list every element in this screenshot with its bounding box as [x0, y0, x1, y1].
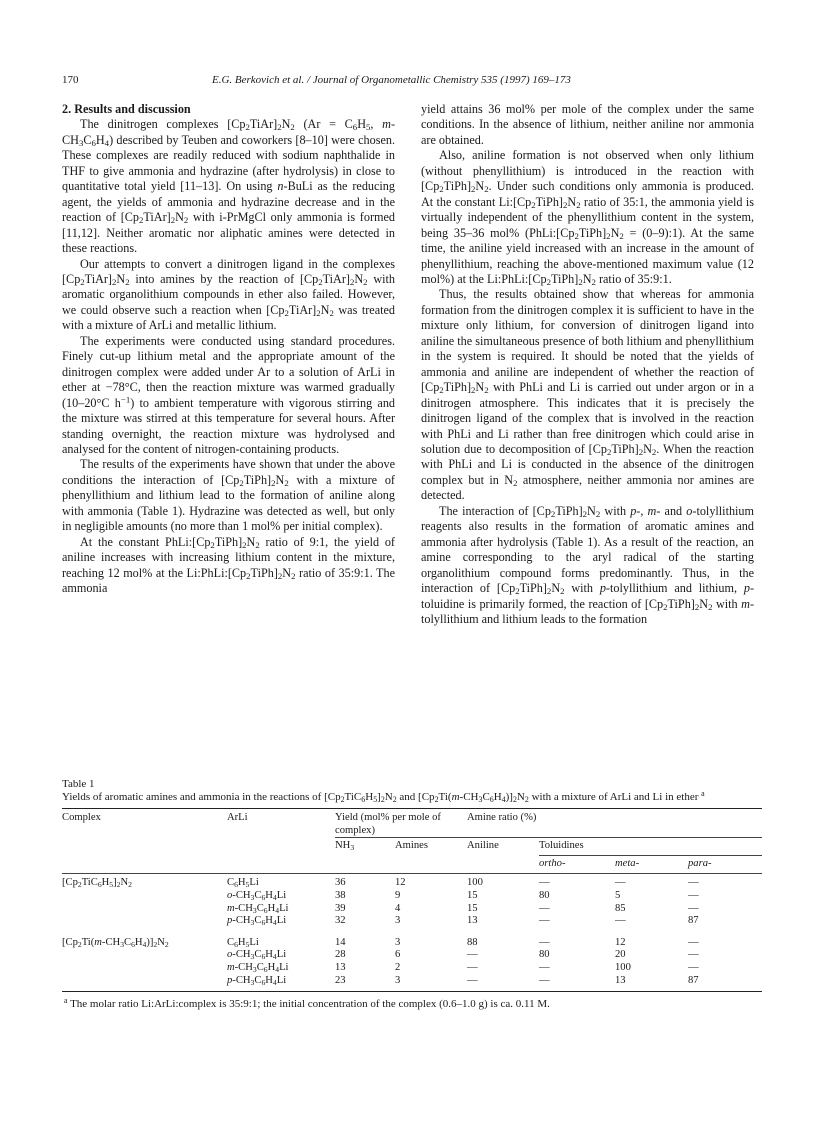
ortho-cell: — — [539, 961, 550, 973]
paragraph: Also, aniline formation is not observed when only lithium (without phenyllithium) is introduced in the reaction with $[Cp_2TiPh]_2N_2$. Under such conditions only ammonia is produced. At the constant $Li:[Cp_2TiPh]_2N_2$ ratio of 35:1, the ammonia yield is virtually independent of the phenyllithium content in the system, being 35–36 mol% ($PhLi:[Cp_2TiPh]_2N_2$ = (0–9):1). At the same time, the aniline yield increased with an increase in the amount of phenyllithium, reaching the above-mentioned maximum value (12 mol%) at the $Li:PhLi:[Cp_2TiPh]_2N_2$ ratio of 35:9:1. — [421, 148, 754, 288]
meta-cell: 12 — [615, 936, 626, 948]
meta-cell: 5 — [615, 889, 621, 901]
ortho-cell: 80 — [539, 949, 550, 961]
complex-cell: $[Cp_2Ti(m-CH_3C_6H_4)]_2N_2$ — [62, 936, 169, 949]
table-label: Table 1 — [62, 778, 95, 790]
paragraph: Thus, the results obtained show that whereas for ammonia formation from the dinitrogen complex it is sufficient to have in the mixture only lithium, for conversion of dinitrogen ligand into aniline the simultaneous presence of both lithium and phenyllithium in the system is required. It should be noted that the yields of ammonia and aniline are independent of whether the reaction of $[Cp_2TiPh]_2N_2$ with PhLi and Li is carried out under argon or in a dinitrogen atmosphere. This indicates that it is precisely the dinitrogen ligand of the complex that is involved in the reaction with PhLi and Li rather than free dinitrogen which could arise in solution due to decomposition of $[Cp_2TiPh]_2N_2$. When the reaction with PhLi and Li is conducted in the absence of the dinitrogen complex but in $N_2$ atmosphere, neither ammonia nor amines are detected. — [421, 287, 754, 503]
nh3-cell: 14 — [335, 936, 346, 948]
amines-cell: 12 — [395, 874, 467, 890]
table-header-row — [62, 809, 762, 838]
paragraph: The experiments were conducted using standard procedures. Finely cut-up lithium metal and the appropriate amount of the dinitrogen complex were added under Ar to a solution of ArLi in ether at −78°C, then the reaction mixture was warmed gradually (10–20°C $h^{-1}$) to ambient temperature with vigorous stirring and the mixture was stirred at this temperature for several hours. After standing overnight, the reaction mixture was hydrolysed and analysed for the content of nitrogen-containing products. — [62, 333, 396, 456]
nh3-cell: 13 — [335, 961, 346, 973]
para-cell: — — [688, 961, 699, 973]
table-row — [62, 949, 762, 962]
header-para: para- — [688, 855, 762, 874]
table-row — [62, 928, 762, 950]
aniline-cell: 13 — [467, 915, 478, 927]
aniline-cell: 100 — [467, 874, 539, 890]
arli-cell: $o-CH_3C_6H_4Li$ — [227, 889, 287, 902]
nh3-cell: 39 — [335, 902, 346, 914]
header-ortho: ortho- — [539, 855, 615, 874]
complex-cell: $[Cp_2TiC_6H_5]_2N_2$ — [62, 874, 227, 890]
table-header-row — [62, 855, 762, 874]
right-column — [421, 102, 754, 627]
meta-cell: 13 — [615, 975, 688, 992]
yields-table — [62, 808, 762, 992]
meta-cell: 85 — [615, 902, 626, 914]
para-cell: — — [688, 949, 699, 961]
arli-cell: $p-CH_3C_6H_4Li$ — [227, 975, 335, 992]
meta-cell: 100 — [615, 961, 631, 973]
meta-cell: 20 — [615, 949, 626, 961]
paragraph: yield attains 36 mol% per mole of the complex under the same conditions. In the absence of lithium, neither aniline nor ammonia are obtained. — [421, 102, 754, 147]
header-aniline: Aniline — [467, 838, 539, 856]
arli-cell: $m-CH_3C_6H_4Li$ — [227, 902, 289, 915]
para-cell: 87 — [688, 975, 762, 992]
table-row — [62, 903, 762, 916]
amines-cell: 4 — [395, 902, 401, 914]
header-meta: meta- — [615, 855, 688, 874]
paragraph: The results of the experiments have shown that under the above conditions the interaction of $[Cp_2TiPh]_2N_2$ with a mixture of phenyllithium and lithium lead to the formation of aniline along with ammonia (Table 1). Hydrazine was detected as well, but only in negligible amounts (no more than 1 mol% per initial complex). — [62, 457, 395, 534]
amines-cell: 3 — [395, 936, 401, 948]
table-row — [62, 890, 762, 903]
left-column — [62, 102, 395, 597]
aniline-cell: — — [467, 949, 478, 961]
header-toluidines: Toluidines — [539, 838, 762, 856]
aniline-cell: 15 — [467, 902, 478, 914]
paragraph: At the constant $PhLi:[Cp_2TiPh]_2N_2$ ratio of 9:1, the yield of aniline increases with increasing lithium content in the mixture, reaching 12 mol% at the $Li:PhLi:[Cp_2TiPh]_2N_2$ ratio of 35:9:1. The ammonia — [62, 534, 395, 596]
paragraph: The dinitrogen complexes $[Cp_2TiAr]_2N_2$ ($Ar = C_6H_5$, $m-CH_3C_6H_4$) described by Teuben and coworkers [8–10] were chosen. These complexes are readily reduced with sodium naphthalide in THF to give ammonia and hydrazine (after hydrolysis) in close to quantitative total yield [11–13]. On using n-BuLi as the reducing agent, the yields of ammonia and hydrazine decrease and in the reaction of $[Cp_2TiAr]_2N_2$ with i-PrMgCl only ammonia is formed [11,12]. Neither aromatic nor aliphatic amines were detected in these reactions. — [62, 117, 395, 256]
table-1 — [62, 778, 762, 1011]
arli-cell: $C_6H_5Li$ — [227, 874, 335, 890]
ortho-cell: — — [539, 975, 615, 992]
para-cell: — — [688, 936, 699, 948]
amines-cell: 9 — [395, 889, 401, 901]
amines-cell: 2 — [395, 961, 401, 973]
ortho-cell: — — [539, 874, 615, 890]
amines-cell: 6 — [395, 949, 401, 961]
nh3-cell: 28 — [335, 949, 346, 961]
para-cell: — — [688, 874, 762, 890]
amines-cell: 3 — [395, 915, 401, 927]
ortho-cell: 80 — [539, 889, 550, 901]
nh3-cell: 32 — [335, 915, 346, 927]
meta-cell: — — [615, 874, 688, 890]
table-footnote: $^a$ The molar ratio Li:ArLi:complex is 35:9:1; the initial concentration of the complex (0.6–1.0 g) is ca. 0.11 M. — [64, 996, 550, 1011]
nh3-cell: 36 — [335, 874, 395, 890]
table-caption: Yields of aromatic amines and ammonia in the reactions of $[Cp_2TiC_6H_5]_2N_2$ and $[Cp_2Ti(m-CH_3C_6H_4)]_2N_2$ with a mixture of ArLi and Li in ether $^a$ — [62, 789, 705, 804]
header-amines: Amines — [395, 838, 467, 856]
aniline-cell: — — [467, 961, 478, 973]
meta-cell: — — [615, 915, 626, 927]
aniline-cell: 15 — [467, 889, 478, 901]
header-yield: Yield (mol% per mole of complex) — [335, 809, 467, 838]
header-amine-ratio: Amine ratio (%) — [467, 809, 762, 838]
running-header — [62, 74, 762, 90]
arli-cell: $o-CH_3C_6H_4Li$ — [227, 949, 287, 962]
header-arli: ArLi — [227, 809, 335, 838]
arli-cell: $m-CH_3C_6H_4Li$ — [227, 961, 289, 974]
table-row — [62, 915, 762, 928]
page-number: 170 — [62, 74, 79, 86]
header-complex: Complex — [62, 809, 227, 838]
table-header-row — [62, 838, 762, 856]
ortho-cell: — — [539, 902, 550, 914]
header-nh3: $NH_3$ — [335, 838, 395, 856]
nh3-cell: 23 — [335, 975, 395, 992]
arli-cell: $p-CH_3C_6H_4Li$ — [227, 915, 287, 928]
paragraph: Our attempts to convert a dinitrogen ligand in the complexes $[Cp_2TiAr]_2N_2$ into amines by the reaction of $[Cp_2TiAr]_2N_2$ with aromatic organolithium compounds in ether also failed. However, we could observe such a reaction when $[Cp_2TiAr]_2N_2$ was treated with a mixture of ArLi and metallic lithium. — [62, 256, 395, 333]
para-cell: — — [688, 902, 699, 914]
nh3-cell: 38 — [335, 889, 346, 901]
aniline-cell: 88 — [467, 936, 478, 948]
table-row — [62, 962, 762, 975]
para-cell: — — [688, 889, 699, 901]
arli-cell: $C_6H_5Li$ — [227, 936, 259, 949]
section-heading: 2. Results and discussion — [62, 102, 191, 116]
table-row — [62, 975, 762, 992]
aniline-cell: — — [467, 975, 539, 992]
running-title: E.G. Berkovich et al. / Journal of Organometallic Chemistry 535 (1997) 169–173 — [212, 74, 571, 86]
ortho-cell: — — [539, 915, 550, 927]
table-row — [62, 874, 762, 890]
paragraph: The interaction of $[Cp_2TiPh]_2N_2$ with p-, m- and o-tolyllithium reagents also results in the formation of aromatic amines and ammonia after hydrolysis (Table 1). As a result of the reaction, an amine corresponding to the aryl radical of the starting organolithium compound forms predominantly. Thus, in the interaction of $[Cp_2TiPh]_2N_2$ with p-tolyllithium and lithium, p-toluidine is primarily formed, the reaction of $[Cp_2TiPh]_2N_2$ with m-tolyllithium and lithium leads to the formation — [421, 503, 755, 626]
para-cell: 87 — [688, 915, 699, 927]
amines-cell: 3 — [395, 975, 467, 992]
ortho-cell: — — [539, 936, 550, 948]
